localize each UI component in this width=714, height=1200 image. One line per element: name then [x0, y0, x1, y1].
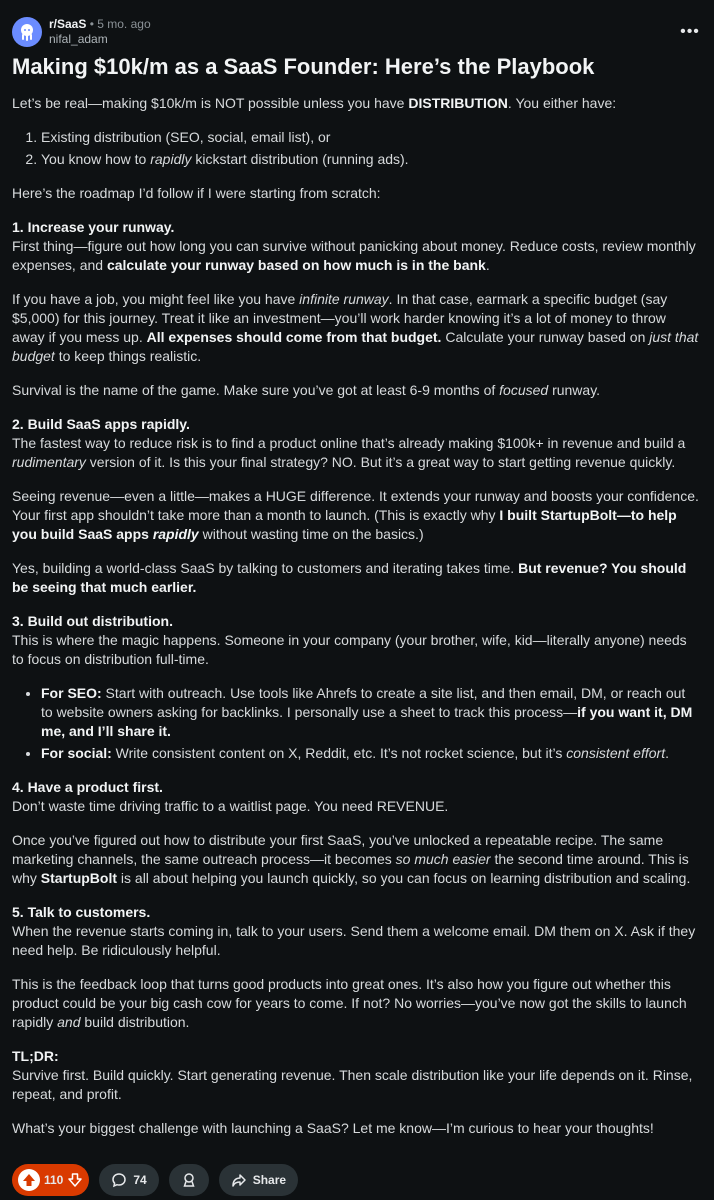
more-icon: •••	[680, 22, 700, 40]
action-bar	[12, 1164, 298, 1196]
list-item: 1. Existing distribution (SEO, social, email list), or	[41, 128, 700, 147]
comment-count: 74	[133, 1172, 147, 1187]
post-age: 5 mo. ago	[97, 17, 151, 31]
ordered-list	[12, 128, 700, 169]
section-5: 5. Talk to customers. When the revenue starts coming in, talk to your users. Send them a welcome email. DM them on X. Ask if they need help. Be ridiculously helpful.	[12, 904, 696, 958]
paragraph: Let’s be real—making $10k/m is NOT possible unless you have DISTRIBUTION. You either have:	[12, 95, 617, 111]
section-4: 4. Have a product first. Don’t waste time driving traffic to a waitlist page. You need REVENUE.	[12, 779, 449, 814]
post-title: Making $10k/m as a SaaS Founder: Here’s the Playbook	[12, 54, 595, 79]
upvote-icon	[22, 1173, 36, 1187]
paragraph: Once you’ve figured out how to distribute your first SaaS, you’ve unlocked a repeatable recipe. The same marketing channels, the same outreach process—it becomes so much easier the second time around. This is why StartupBolt is all about helping you launch quickly, so you can focus on learning distribution and scaling.	[12, 832, 691, 886]
section-2: 2. Build SaaS apps rapidly. The fastest way to reduce risk is to find a product online that’s already making $100k+ in revenue and build a rudimentary version of it. Is this your final strategy? NO. But it’s a great way to start getting revenue quickly.	[12, 416, 686, 470]
vote-count: 110	[44, 1172, 64, 1187]
vote-control	[12, 1164, 89, 1196]
tldr: TL;DR: Survive first. Build quickly. Start generating revenue. Then scale distribution like your life depends on it. Rinse, repeat, and profit.	[12, 1048, 693, 1102]
post-header	[12, 17, 702, 49]
comment-icon	[111, 1172, 127, 1188]
comments-button[interactable]	[99, 1164, 158, 1196]
downvote-icon	[67, 1172, 83, 1188]
reddit-avatar-icon	[16, 21, 38, 43]
downvote-button[interactable]	[67, 1172, 83, 1188]
award-icon	[181, 1172, 197, 1188]
paragraph: What’s your biggest challenge with launching a SaaS? Let me know—I’m curious to hear your thoughts!	[12, 1120, 654, 1136]
award-button[interactable]	[169, 1164, 209, 1196]
list-item: • For SEO: Start with outreach. Use tools like Ahrefs to create a site list, and then email, DM, or reach out to website owners asking for backlinks. I personally use a sheet to track this process—if you want it, DM me, and I’ll share it.	[41, 684, 700, 741]
subreddit-link[interactable]: r/SaaS	[49, 17, 87, 31]
paragraph: Here’s the roadmap I’d follow if I were starting from scratch:	[12, 185, 381, 201]
bullet-list	[12, 684, 700, 763]
paragraph: If you have a job, you might feel like you have infinite runway. In that case, earmark a specific budget (say $5,000) for this journey. Treat it like an investment—you’ll work harder knowing it’s a lot of money to throw away if you mess up. All expenses should come from that budget. Calculate your runway based on just that budget to keep things realistic.	[12, 291, 699, 364]
list-item: 2. You know how to rapidly kickstart distribution (running ads).	[41, 150, 700, 169]
share-button[interactable]	[219, 1164, 298, 1196]
subreddit-avatar[interactable]	[12, 17, 42, 47]
paragraph: This is the feedback loop that turns good products into great ones. It’s also how you figure out whether this product could be your big cash cow for years to come. If not? No worries—you’ve now got the skills to launch rapidly and build distribution.	[12, 976, 687, 1030]
more-button[interactable]	[680, 21, 700, 41]
post-meta	[49, 17, 151, 47]
paragraph: Seeing revenue—even a little—makes a HUGE difference. It extends your runway and boosts your confidence. Your first app shouldn’t take more than a month to launch. (This is exactly why I built StartupBolt—to help you build SaaS apps rapidly without wasting time on the basics.)	[12, 488, 699, 542]
section-3: 3. Build out distribution. This is where the magic happens. Someone in your company (your brother, wife, kid—literally anyone) needs to focus on distribution full-time.	[12, 613, 687, 667]
list-item: • For social: Write consistent content on X, Reddit, etc. It’s not rocket science, but it’s consistent effort.	[41, 744, 700, 763]
share-icon	[231, 1172, 247, 1188]
post-body	[12, 94, 700, 1153]
paragraph: Survival is the name of the game. Make sure you’ve got at least 6-9 months of focused runway.	[12, 382, 601, 398]
upvote-button[interactable]	[18, 1169, 40, 1191]
paragraph: Yes, building a world-class SaaS by talking to customers and iterating takes time. But revenue? You should be seeing that much earlier.	[12, 560, 687, 595]
share-label: Share	[252, 1172, 287, 1187]
section-1: 1. Increase your runway. First thing—figure out how long you can survive without panicking about money. Reduce costs, review monthly expenses, and calculate your runway based on how much is in the bank.	[12, 219, 696, 273]
meta-separator: •	[89, 17, 94, 31]
author-link[interactable]: nifal_adam	[49, 32, 108, 46]
